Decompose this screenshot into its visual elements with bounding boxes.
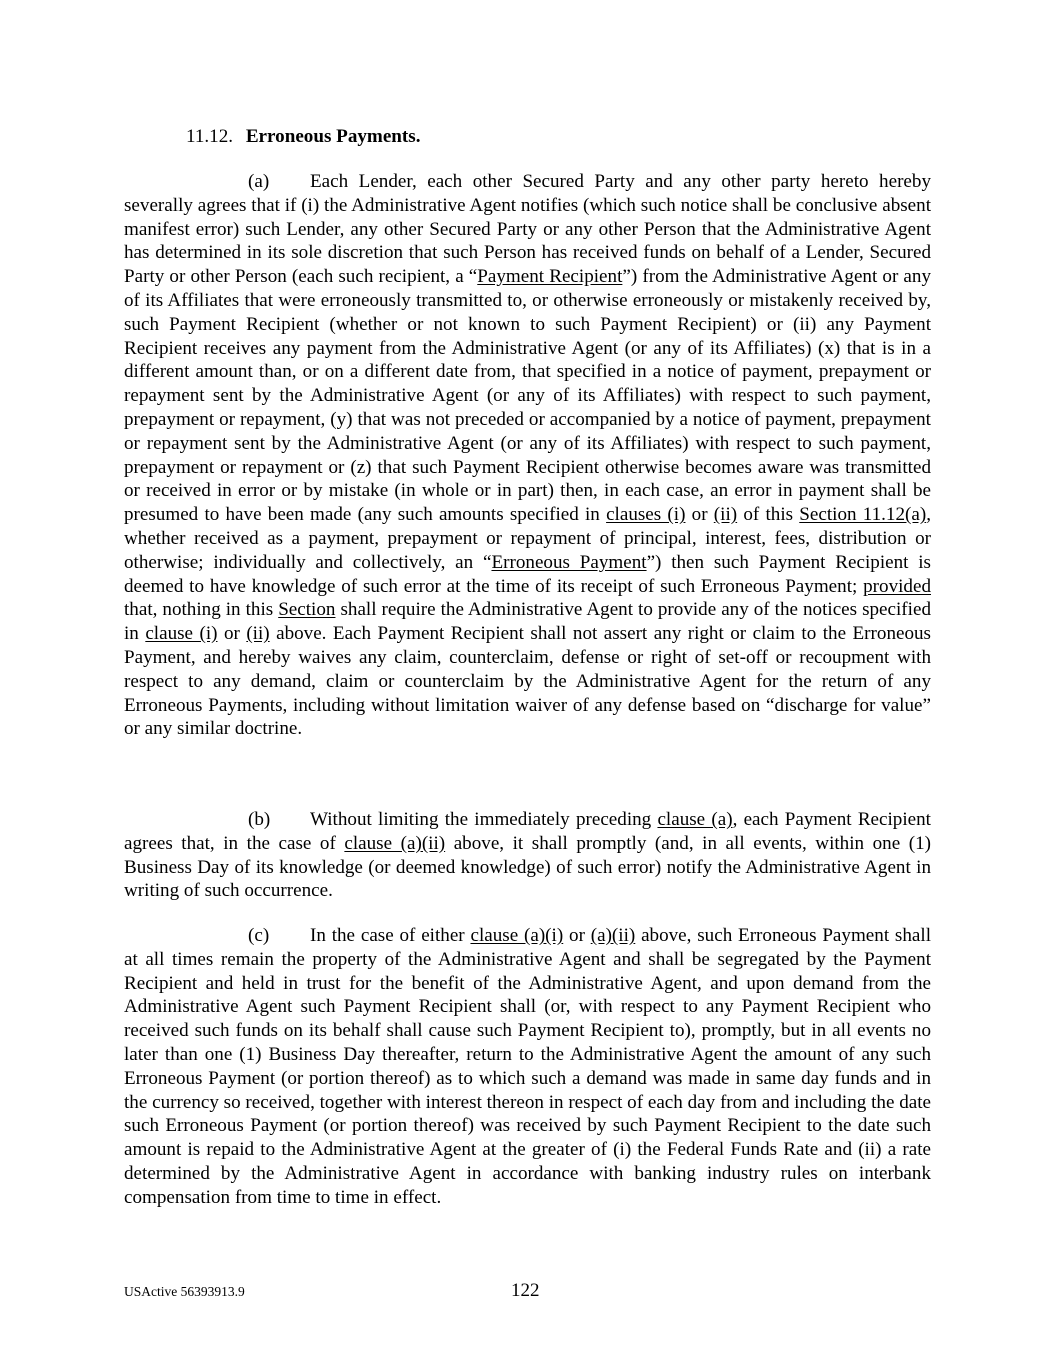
cross-reference-clause-i: clause (i)	[145, 623, 218, 645]
paragraph-c	[124, 924, 931, 1210]
paragraph-text: Each Lender, each other Secured Party and any other party hereto hereby severally agrees that if (i) the Administrative Agent notifies (which such notice shall be conclusive absent manifest error) such Lender, any other Secured Party or any other Person that the Administrative Agent has determined in its sole discretion that such Person has received funds on behalf of a Lender, Secured Party or other Person (each such recipient, a “	[124, 171, 931, 288]
section-title: Erroneous Payments.	[245, 126, 421, 147]
paragraph-text: above. Each Payment Recipient shall not assert any right or claim to the Erroneous Payment, and hereby waives any claim, counterclaim, defense or right of set-off or recoupment with respect to any demand, claim or counterclaim by the Administrative Agent for the return of any Erroneous Payments, including without limitation waiver of any defense based on “discharge for value” or any similar doctrine.	[124, 623, 931, 740]
paragraph-a-label: (a)	[248, 171, 270, 192]
paragraph-text: that, nothing in this	[124, 599, 279, 621]
paragraph-text: , whether received as a payment, prepayment or repayment of principal, interest, fees, distribution or otherwise; individually and collectively, an “	[124, 504, 931, 573]
defined-term-erroneous-payment: Erroneous Payment	[491, 551, 647, 573]
paragraph-text: ”) from the Administrative Agent or any of its Affiliates that were erroneously transmitted to, or otherwise erroneously or mistakenly received by, such Payment Recipient (whether or not known to such Payment Recipient) or (ii) any Payment Recipient receives any payment from the Administrative Agent (or any of its Affiliates) (x) that is in a different amount than, or on a different date from, that specified in a notice of payment, prepayment or repayment sent by the Administrative Agent (or any of its Affiliates) with respect to such payment, prepayment or repayment, (y) that was not preceded or accompanied by a notice of payment, prepayment or repayment sent by the Administrative Agent (or any of its Affiliates) with respect to such payment, prepayment or repayment or (z) that such Payment Recipient otherwise becomes aware was transmitted or received in error or by mistake (in whole or in part) then, in each case, an error in payment shall be presumed to have been made (any such amounts specified in	[124, 266, 931, 526]
footer-document-id: USActive 56393913.9	[124, 1284, 245, 1299]
paragraph-text: ”) then such Payment Recipient is deemed to have knowledge of such error at the time of its receipt of such Erroneous Payment;	[124, 551, 931, 597]
cross-reference-ii-second: (ii)	[246, 623, 270, 645]
section-number: 11.12.	[186, 126, 234, 147]
defined-term-payment-recipient: Payment Recipient	[477, 266, 623, 288]
cross-reference-clause-a-ii: clause (a)(ii)	[344, 832, 446, 854]
paragraph-text: In the case of either	[310, 925, 471, 946]
cross-reference-clause-a: clause (a)	[657, 809, 733, 830]
paragraph-text: above, such Erroneous Payment shall at all times remain the property of the Administrative Agent and shall be segregated by the Payment Recipient and held in trust for the benefit of the Administrative Agent, and upon demand from the Administrative Agent such Payment Recipient shall (or, with respect to any Payment Recipient who received such funds on its behalf shall cause such Payment Recipient to), promptly, but in all events no later than one (1) Business Day thereafter, return to the Administrative Agent the amount of any such Erroneous Payment (or portion thereof) as to which such a demand was made in same day funds and in the currency so received, together with interest thereon in respect of each day from and including the date such Erroneous Payment (or portion thereof) was received by such Payment Recipient to the date such amount is repaid to the Administrative Agent at the greater of (i) the Federal Funds Rate and (ii) a rate determined by the Administrative Agent in accordance with banking industry rules on interbank compensation from time to time in effect.	[124, 925, 931, 1208]
cross-reference-section: Section	[278, 599, 336, 621]
paragraph-text: or	[563, 925, 591, 946]
page-number: 122	[511, 1280, 540, 1301]
paragraph-text: or	[217, 623, 247, 645]
proviso-provided: provided	[863, 575, 931, 597]
section-heading	[186, 125, 420, 149]
paragraph-c-label: (c)	[248, 925, 270, 946]
cross-reference-clauses-i: clauses (i)	[606, 504, 686, 526]
paragraph-b-label: (b)	[248, 809, 271, 830]
cross-reference-clause-a-i: clause (a)(i)	[470, 925, 564, 946]
paragraph-text: , each Payment Recipient agrees that, in the case of	[124, 809, 931, 854]
cross-reference-a-ii: (a)(ii)	[590, 925, 636, 946]
paragraph-text: of this	[737, 504, 800, 526]
paragraph-b	[124, 808, 931, 903]
paragraph-text: Without limiting the immediately preceding	[310, 809, 658, 830]
cross-reference-section-11-12-a: Section 11.12(a)	[799, 504, 927, 526]
paragraph-text: above, it shall promptly (and, in all events, within one (1) Business Day of its knowledge (or deemed knowledge) of such error) notify the Administrative Agent in writing of such occurrence.	[124, 832, 932, 902]
paragraph-text: or	[685, 504, 714, 526]
cross-reference-ii: (ii)	[713, 504, 738, 526]
paragraph-a	[124, 170, 931, 741]
paragraph-text: shall require the Administrative Agent to provide any of the notices specified in	[124, 599, 931, 645]
